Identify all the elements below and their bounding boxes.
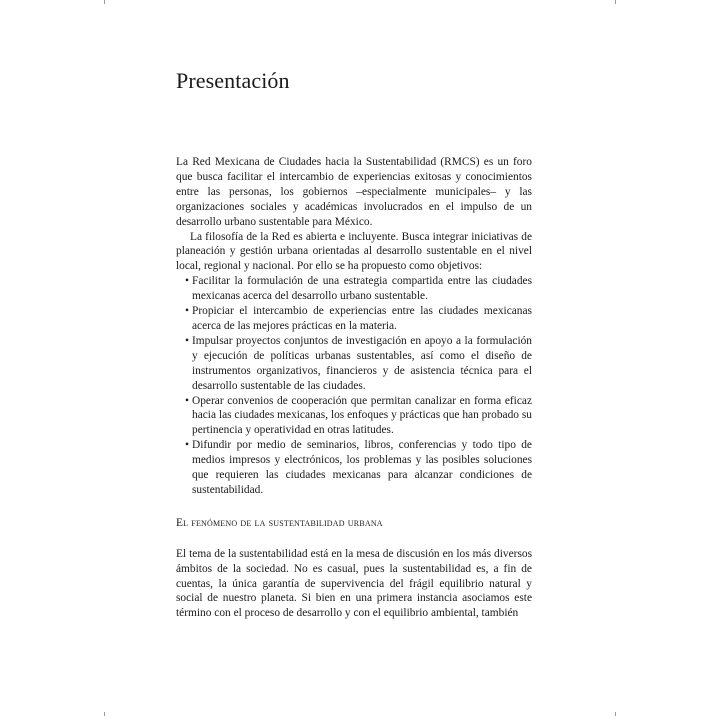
objective-text: Propiciar el intercambio de experiencias entre las ciudades mexicanas acerca de las mejores prácticas en la materia. <box>192 305 532 332</box>
crop-mark-top-right <box>615 0 616 4</box>
list-item <box>185 394 532 439</box>
crop-mark-top-left <box>104 0 105 4</box>
crop-mark-bottom-left <box>104 712 105 716</box>
intro-paragraph: La Red Mexicana de Ciudades hacia la Sustentabilidad (RMCS) es un foro que busca facilitar el intercambio de experiencias exitosas y conocimientos entre las personas, los gobiernos –especialmente municipales– y las organizaciones sociales y académicas involucrados en el impulso de un desarrollo urbano sustentable para México. <box>176 156 532 228</box>
section-paragraph: El tema de la sustentabilidad está en la mesa de discusión en los más diversos ámbitos de la sociedad. No es casual, pues la sustentabilidad es, a fin de cuentas, la única garantía de supervivencia del frágil equilibrio natural y social de nuestro planeta. Si bien en una primera instancia asociamos este término con el proceso de desarrollo y con el equilibrio ambiental, también <box>176 547 532 620</box>
page-title: Presentación <box>176 68 290 93</box>
objective-text: Facilitar la formulación de una estrategia compartida entre las ciudades mexicanas acerca del desarrollo urbano sustentable. <box>192 275 532 303</box>
objective-text: Impulsar proyectos conjuntos de investigación en apoyo a la formulación y ejecución de políticas urbanas sustentables, así como el diseño de instrumentos organizativos, financieros y de asistencia técnica para el desarrollo sustentable de las ciudades. <box>192 334 532 392</box>
objective-text: Operar convenios de cooperación que permitan canalizar en forma eficaz hacia las ciudades mexicanas, los enfoques y prácticas que han probado su pertinencia y operatividad en otras latitudes. <box>192 394 532 437</box>
crop-mark-bottom-right <box>615 712 616 716</box>
body-text <box>176 155 532 621</box>
bullet-icon: • <box>185 305 189 318</box>
bullet-icon: • <box>185 275 189 288</box>
objective-text: Difundir por medio de seminarios, libros, conferencias y todo tipo de medios impresos y electrónicos, los problemas y las posibles soluciones que requieren las ciudades mexicanas para alcanzar condiciones de sustentabilidad. <box>192 439 532 496</box>
list-item <box>185 304 532 334</box>
bullet-icon: • <box>185 334 189 347</box>
bullet-icon: • <box>185 439 189 452</box>
section-heading: El fenómeno de la sustentabilidad urbana <box>176 516 383 529</box>
list-item <box>185 334 532 394</box>
philosophy-paragraph: La filosofía de la Red es abierta e incluyente. Busca integrar iniciativas de planeación y gestión urbana orientadas al desarrollo sustentable en el nivel local, regional y nacional. Por ello se ha propuesto como objetivos: <box>176 230 532 273</box>
bullet-icon: • <box>185 394 189 407</box>
objectives-list <box>176 274 532 498</box>
list-item <box>185 274 532 304</box>
list-item <box>185 438 532 498</box>
